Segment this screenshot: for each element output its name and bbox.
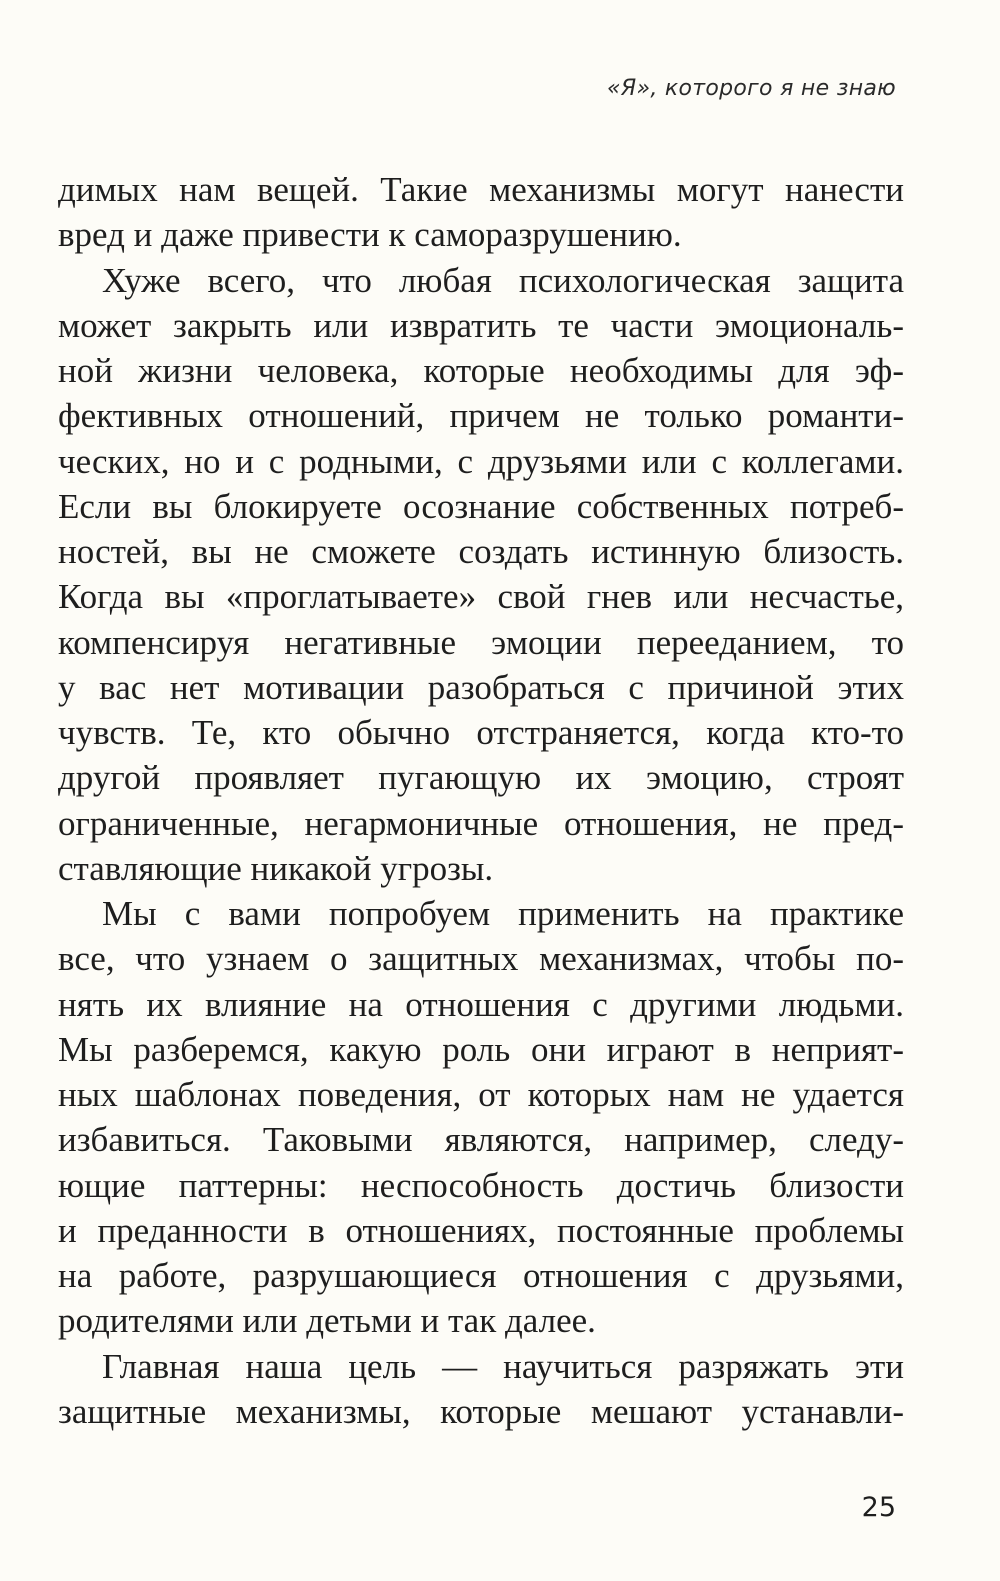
text-line: ностей, вы не сможете создать истинную близость.	[58, 532, 904, 571]
text-line: Главная наша цель — научиться разряжать эти	[102, 1346, 904, 1386]
text-line: другой проявляет пугающую их эмоцию, строят	[58, 758, 904, 798]
text-line: Когда вы «проглатываете» свой гнев или несчастье,	[58, 577, 904, 617]
text-line: ной жизни человека, которые необходимы для эф-	[58, 351, 904, 390]
page-number: 25	[861, 1492, 896, 1523]
text-line: родителями или детьми и так далее.	[58, 1301, 596, 1341]
text-line: компенсируя негативные эмоции перееданием, то	[58, 622, 904, 662]
text-line: и преданности в отношениях, постоянные проблемы	[58, 1210, 904, 1250]
text-line: фективных отношений, причем не только романти-	[58, 396, 904, 436]
text-line: ющие паттерны: неспособность достичь близости	[58, 1165, 904, 1205]
text-line: нять их влияние на отношения с другими людьми.	[58, 984, 904, 1024]
text-line: у вас нет мотивации разобраться с причиной этих	[58, 667, 904, 707]
text-line: Мы с вами попробуем применить на практике	[102, 894, 904, 933]
text-line: на работе, разрушающиеся отношения с друзьями,	[58, 1256, 904, 1295]
text-line: защитные механизмы, которые мешают устанавли-	[58, 1391, 904, 1431]
text-line: ставляющие никакой угрозы.	[58, 848, 494, 888]
text-line: ческих, но и с родными, с друзьями или с коллегами.	[58, 441, 904, 481]
text-line: избавиться. Таковыми являются, например, следу-	[58, 1120, 904, 1160]
body-text	[58, 167, 904, 1434]
text-line: чувств. Те, кто обычно отстраняется, когда кто-то	[58, 713, 904, 752]
text-line: все, что узнаем о защитных механизмах, чтобы по-	[58, 939, 904, 979]
text-line: ных шаблонах поведения, от которых нам не удается	[58, 1075, 904, 1114]
text-line: ограниченные, негармоничные отношения, не пред-	[58, 803, 904, 843]
text-line: Хуже всего, что любая психологическая защита	[102, 260, 904, 300]
running-header: «Я», которого я не знаю	[606, 76, 896, 101]
text-line: димых нам вещей. Такие механизмы могут нанести	[58, 170, 904, 209]
text-line: Мы разберемся, какую роль они играют в неприят-	[58, 1029, 904, 1069]
text-line: вред и даже привести к саморазрушению.	[58, 215, 682, 255]
text-line: Если вы блокируете осознание собственных потреб-	[58, 486, 904, 526]
text-line: может закрыть или извратить те части эмоциональ-	[58, 305, 904, 345]
